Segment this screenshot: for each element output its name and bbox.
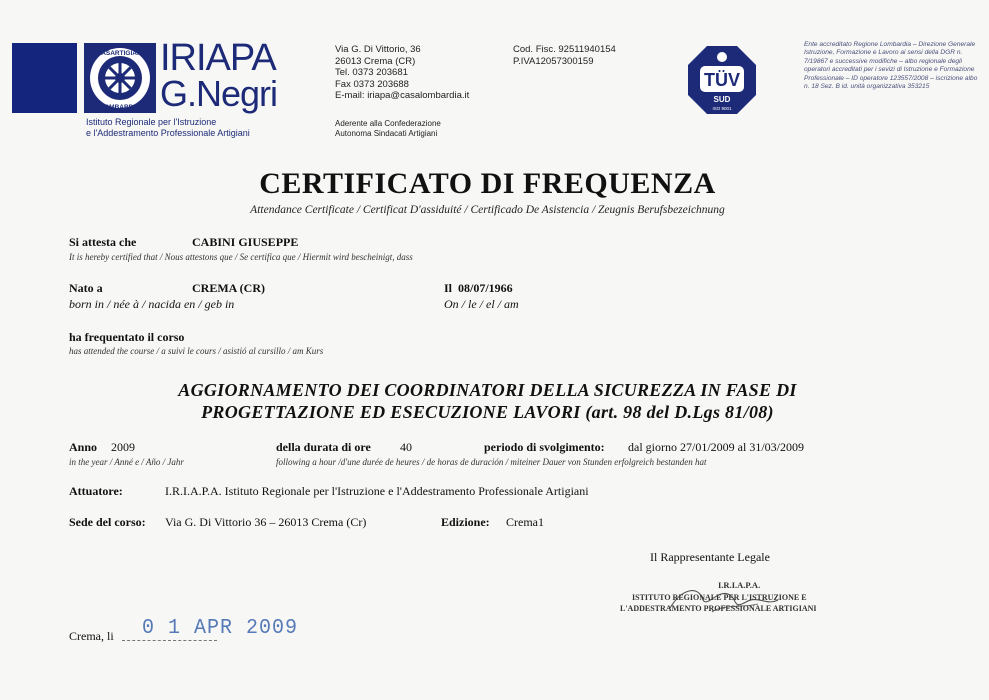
course-title-line1: AGGIORNAMENTO DEI COORDINATORI DELLA SICUREZZA IN FASE DI [178, 380, 797, 400]
stamp-line2: ISTITUTO REGIONALE PER L'ISTRUZIONE E [632, 593, 807, 602]
date-line [122, 640, 217, 641]
adherent-block: Aderente alla Confederazione Autonoma Sindacati Artigiani [335, 119, 441, 138]
attest-value: CABINI GIUSEPPE [192, 235, 299, 249]
casartigiani-emblem-icon [84, 43, 156, 113]
header-color-block [12, 43, 77, 113]
period-value: dal giorno 27/01/2009 al 31/03/2009 [628, 440, 804, 454]
accreditation-note: Ente accreditato Regione Lombardia – Direzione Generale Istruzione, Formazione e Lavoro ai sensi della DGR n. 7/19867 e successive modifiche – albo regionale degli operatori accreditati per i sevizi di Istruzione e Formazione Professionale – ID operatore 123557/2008 – iscrizione albo n. 18 Sez. B id. unità organizzativa 353215 [804, 41, 978, 91]
course-translation: has attended the course / a suivi le cours / asistió al cursillo / am Kurs [69, 346, 324, 356]
address-block: Via G. Di Vittorio, 36 26013 Crema (CR) Tel. 0373 203681 Fax 0373 203688 E-mail: iriapa@casalombardia.it [335, 44, 470, 101]
logo-negri: G.Negri [160, 73, 278, 114]
date-label: Il [444, 281, 453, 295]
stamp-line1: I.R.I.A.P.A. [718, 580, 761, 590]
institute-name: Istituto Regionale per l'Istruzione e l'Addestramento Professionale Artigiani [86, 117, 250, 138]
attest-label: Si attesta che [69, 235, 137, 249]
logo-iriapa: IRIAPA [160, 37, 276, 79]
seat-value: Via G. Di Vittorio 36 – 26013 Crema (Cr) [165, 515, 367, 529]
svg-text:CASARTIGIANI: CASARTIGIANI [96, 50, 144, 57]
course-title-line2: PROGETTAZIONE ED ESECUZIONE LAVORI (art. 98 del D.Lgs 81/08) [201, 402, 774, 422]
fiscal-block: Cod. Fisc. 92511940154 P.IVA12057300159 [513, 44, 616, 67]
period-label: periodo di svolgimento: [484, 440, 605, 454]
svg-text:LOMBARDIA: LOMBARDIA [100, 104, 140, 111]
edition-value: Crema1 [506, 515, 544, 529]
duration-translation: following a hour /d'une durée de heures / de horas de duración / miteiner Dauer von Stunden erfolgreich bestanden hat [276, 457, 707, 467]
year-value: 2009 [111, 440, 135, 454]
edition-label: Edizione: [441, 515, 490, 529]
seat-label: Sede del corso: [69, 515, 146, 529]
stamp-line3: L'ADDESTRAMENTO PROFESSIONALE ARTIGIANI [620, 604, 817, 613]
place-label: Crema, li [69, 629, 114, 643]
year-label: Anno [69, 440, 98, 454]
duration-value: 40 [400, 440, 412, 454]
svg-text:SUD: SUD [713, 95, 731, 104]
attest-translation: It is hereby certified that / Nous attestons que / Se certifica que / Hiermit wird bescheinigt, dass [69, 252, 413, 262]
duration-label: della durata di ore [276, 440, 371, 454]
tuv-certification-icon [686, 44, 758, 116]
legal-representative-label: Il Rappresentante Legale [650, 550, 770, 564]
date-translation: On / le / el / am [444, 297, 519, 311]
date-value: 08/07/1966 [458, 281, 513, 295]
svg-text:TÜV: TÜV [704, 70, 740, 90]
date-stamp: 0 1 APR 2009 [142, 616, 299, 641]
actuator-value: I.R.I.A.P.A. Istituto Regionale per l'Istruzione e l'Addestramento Professionale Artigiani [165, 484, 589, 498]
born-translation: born in / née à / nacida en / geb in [69, 297, 235, 311]
certificate-title: CERTIFICATO DI FREQUENZA [259, 167, 716, 200]
course-label: ha frequentato il corso [69, 330, 185, 344]
svg-text:ISO 9001: ISO 9001 [712, 106, 732, 111]
born-label: Nato a [69, 281, 103, 295]
actuator-label: Attuatore: [69, 484, 123, 498]
certificate-subtitle: Attendance Certificate / Certificat D'assiduité / Certificado De Asistencia / Zeugnis Berufsbezeichnung [250, 204, 725, 216]
born-value: CREMA (CR) [192, 281, 265, 295]
year-translation: in the year / Anné e / Año / Jahr [69, 457, 184, 467]
